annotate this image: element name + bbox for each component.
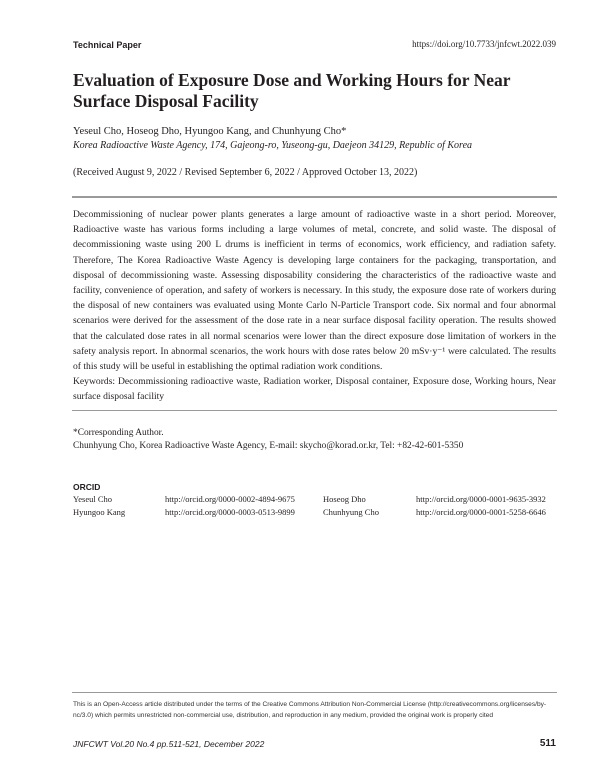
divider-bottom — [72, 692, 557, 693]
orcid-author-name: Hyungoo Kang — [73, 507, 126, 517]
orcid-author-name: Yeseul Cho — [73, 494, 113, 504]
license-notice: This is an Open-Access article distributed under the terms of the Creative Commons Attribution Non-Commercial License (http://creativecommons.org/licenses/by-nc/3.0) which permits unrestricted non-commercial use, distribution, and reproduction in any medium, provided the original work is properly cited — [73, 701, 547, 719]
page-number: 511 — [539, 738, 556, 749]
received-dates: (Received August 9, 2022 / Revised September 6, 2022 / Approved October 13, 2022) — [73, 167, 418, 178]
abstract-text: Decommissioning of nuclear power plants generates a large amount of radioactive waste in a short period. Moreover, Radioactive waste has various forms including a large volumes of metal, concrete, and solid waste. The disposal of decommissioning waste using 200 L drums is inefficient in terms of economics, work efficiency, and radiation safety. Therefore, The Korea Radioactive Waste Agency is developing large containers for the packaging, transportation, and disposal of decommissioning waste. Assessing disposability considering the characteristics of the radioactive waste and facility, convenience of operation, and safety of workers is necessary. In this study, the exposure dose rate of workers during the disposal of new containers was evaluated using Monte Carlo N-Particle Transport code. Six normal and four abnormal scenarios were derived for the assessment of the dose rate in a near surface disposal facility operation. The results showed that the calculated dose rates in all normal scenarios were lower than the direct exposure dose limitation of workers in the safety analysis report. In abnormal scenarios, the work hours with dose rates below 20 mSv·y⁻¹ were calculated. The results of this study will be useful in establishing the optimal radiation work conditions. — [73, 209, 556, 373]
orcid-author-name: Hoseog Dho — [323, 494, 366, 504]
journal-citation: JNFCWT Vol.20 No.4 pp.511-521, December 2022 — [73, 739, 265, 749]
table-row — [73, 507, 557, 520]
orcid-link[interactable]: http://orcid.org/0000-0003-0513-9899 — [165, 507, 295, 517]
orcid-table — [73, 494, 557, 520]
corresponding-author-details: Chunhyung Cho, Korea Radioactive Waste Agency, E-mail: skycho@korad.or.kr, Tel: +82-42-601-5350 — [73, 441, 464, 451]
orcid-link[interactable]: http://orcid.org/0000-0001-5258-6646 — [416, 507, 546, 517]
paper-title: Evaluation of Exposure Dose and Working Hours for Near Surface Disposal Facility — [73, 70, 511, 111]
divider-middle — [72, 410, 557, 411]
keywords: Keywords: Decommissioning radioactive waste, Radiation worker, Disposal container, Exposure dose, Working hours, Near surface disposal facility — [73, 376, 556, 403]
orcid-author-name: Chunhyung Cho — [323, 507, 379, 517]
orcid-heading: ORCID — [73, 482, 101, 492]
doi-link[interactable]: https://doi.org/10.7733/jnfcwt.2022.039 — [412, 39, 556, 49]
author-list: Yeseul Cho, Hoseog Dho, Hyungoo Kang, and Chunhyung Cho* — [73, 126, 347, 137]
divider-top — [72, 196, 557, 198]
orcid-link[interactable]: http://orcid.org/0000-0001-9635-3932 — [416, 494, 546, 504]
corresponding-author-label: *Corresponding Author. — [73, 428, 164, 438]
orcid-link[interactable]: http://orcid.org/0000-0002-4894-9675 — [165, 494, 295, 504]
affiliation: Korea Radioactive Waste Agency, 174, Gajeong-ro, Yuseong-gu, Daejeon 34129, Republic of Korea — [73, 140, 473, 151]
article-type-label: Technical Paper — [73, 40, 142, 50]
table-row — [73, 494, 557, 507]
